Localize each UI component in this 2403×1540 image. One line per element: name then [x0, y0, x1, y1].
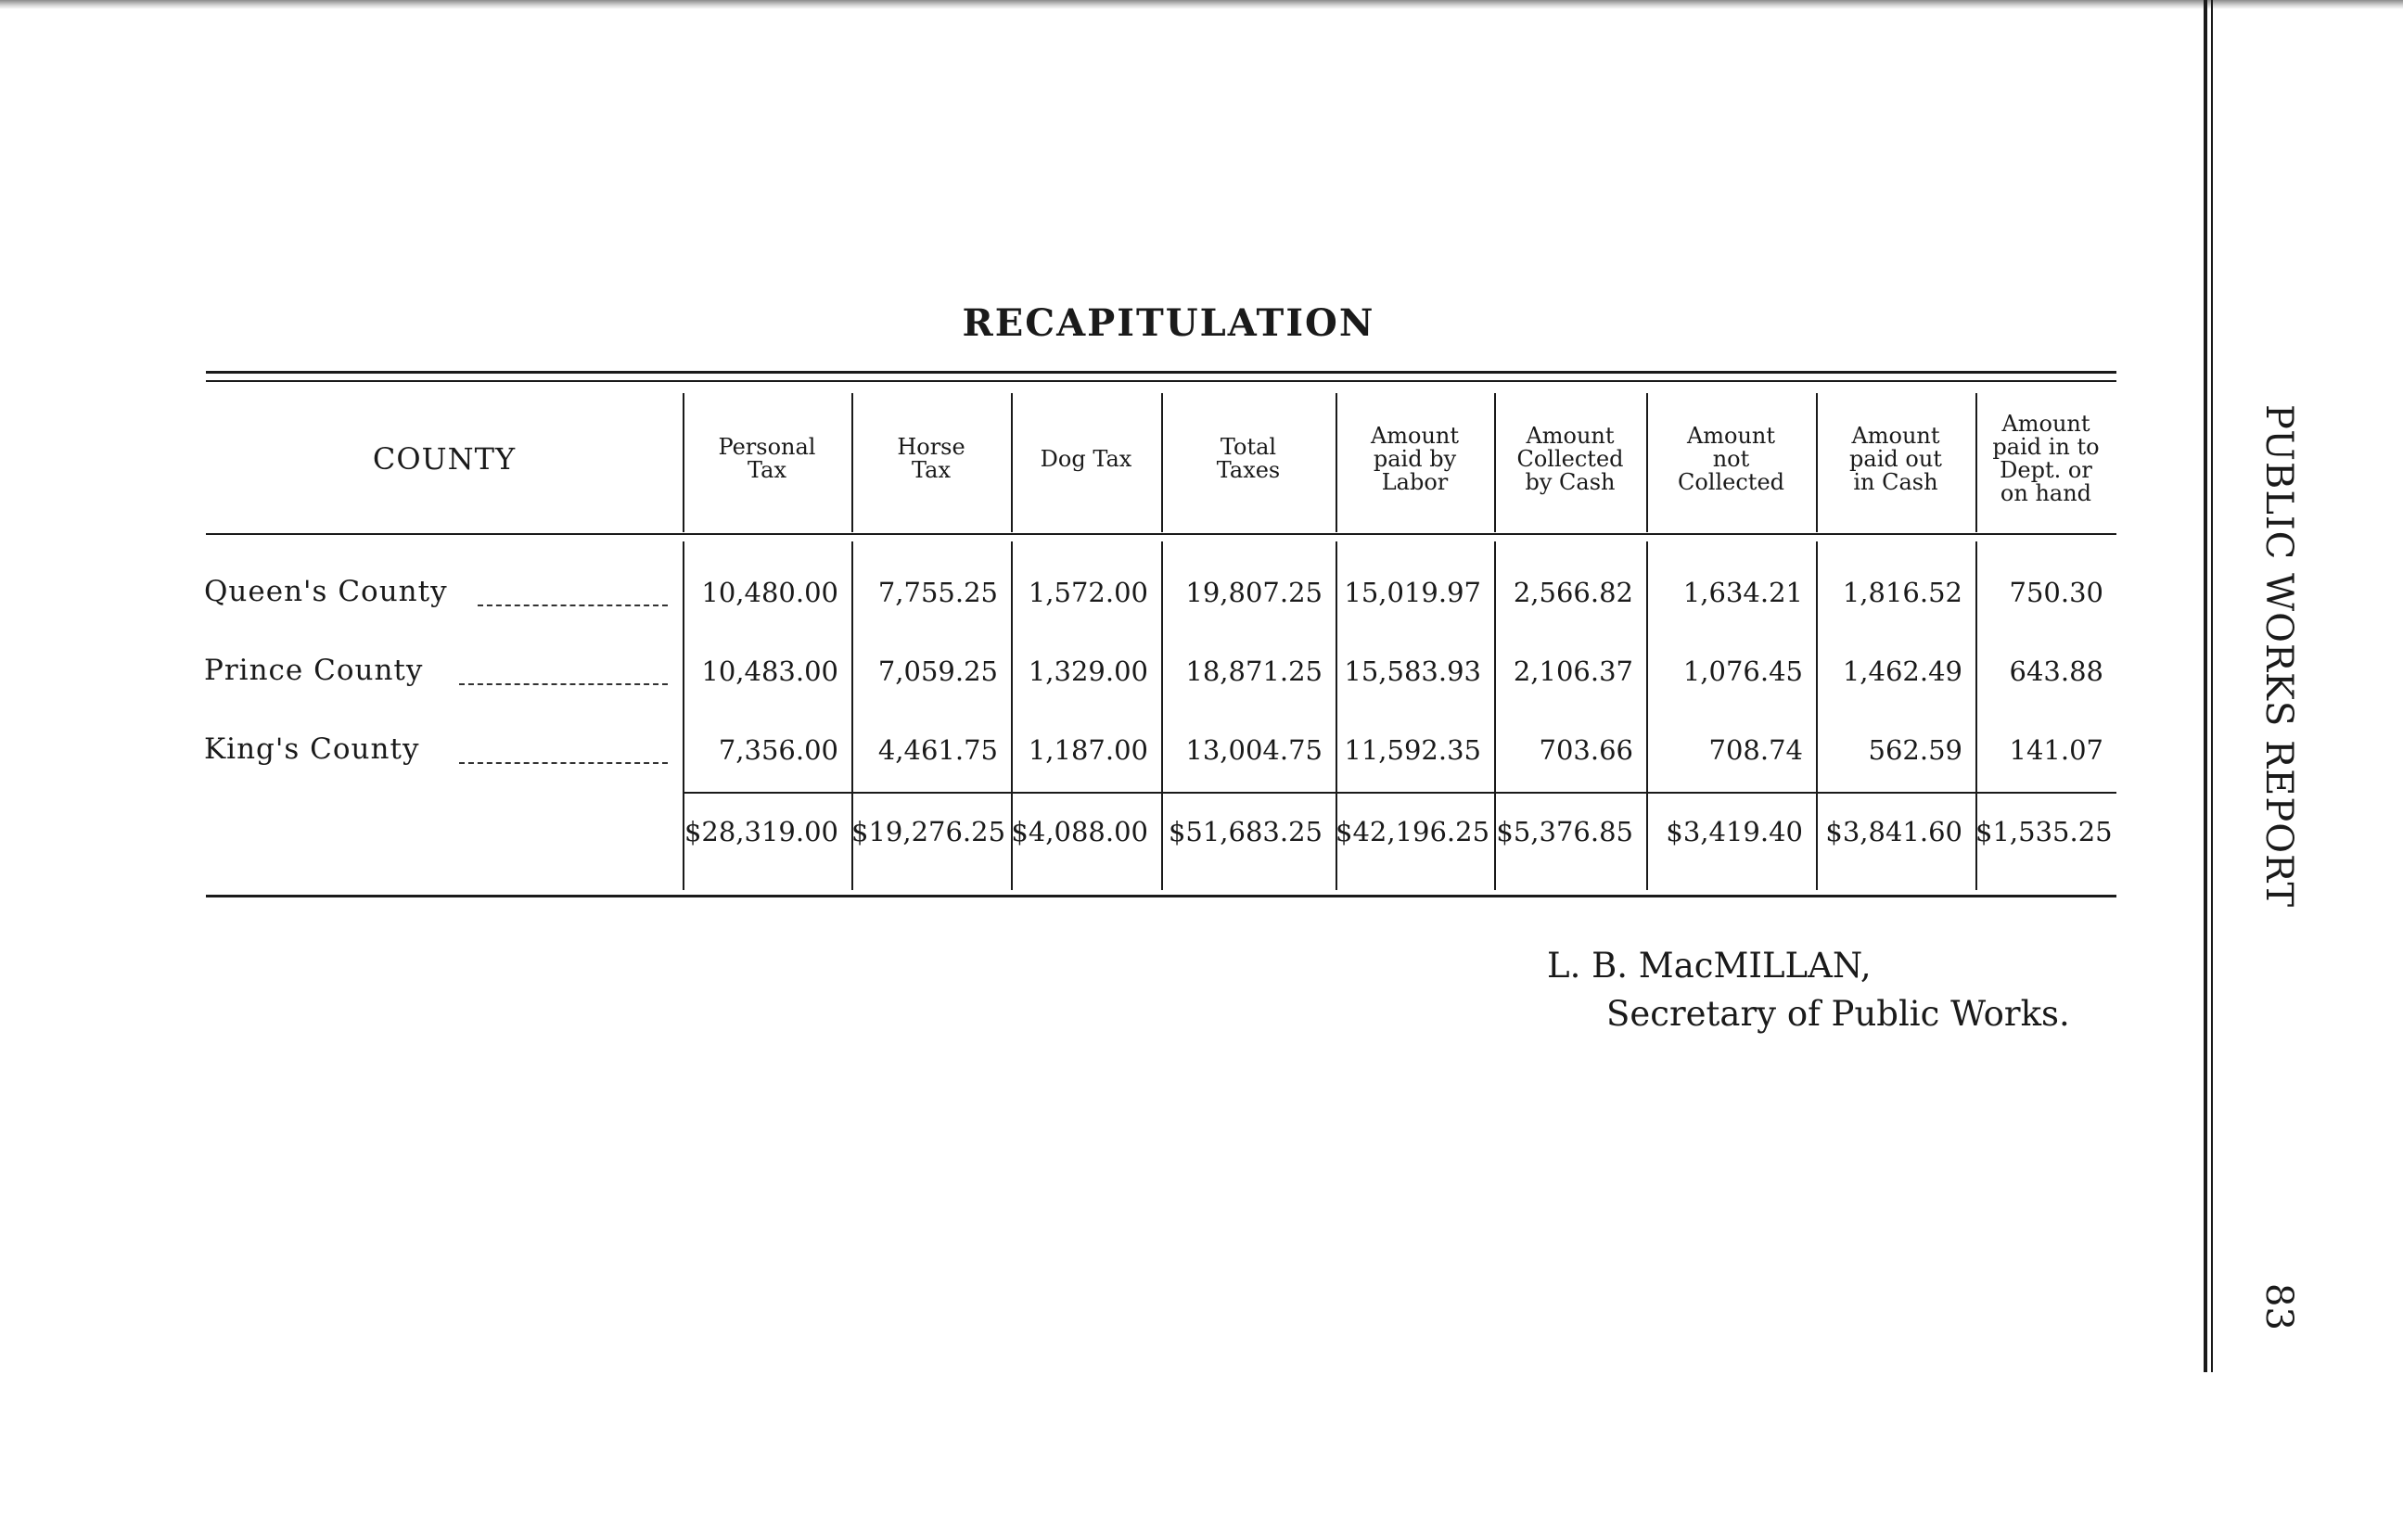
gutter-line	[2211, 0, 2213, 1372]
running-head: PUBLIC WORKS REPORT	[2257, 404, 2300, 909]
total-cell-paid-out-in-cash: $3,841.60	[1825, 816, 1962, 847]
county-column-header: COUNTY	[372, 440, 517, 477]
table-cell-total-taxes: 19,807.25	[1185, 577, 1323, 608]
column-header-horse-tax: Horse Tax	[897, 434, 965, 483]
table-cell-collected-by-cash: 703.66	[1539, 734, 1633, 766]
table-cell-paid-out-in-cash: 562.59	[1868, 734, 1962, 766]
table-cell-horse-tax: 7,059.25	[877, 655, 998, 687]
table-cell-paid-by-labor: 15,019.97	[1344, 577, 1481, 608]
column-header-not-collected: Amount not Collected	[1677, 422, 1785, 495]
column-header-total-taxes: Total Taxes	[1216, 434, 1281, 483]
table-cell-dog-tax: 1,572.00	[1028, 577, 1148, 608]
table-cell-paid-in-to-dept: 750.30	[2009, 577, 2103, 608]
column-header-paid-out-in-cash: Amount paid out in Cash	[1849, 422, 1942, 495]
total-cell-dog-tax: $4,088.00	[1011, 816, 1148, 847]
table-cell-horse-tax: 7,755.25	[877, 577, 998, 608]
signatory-title: Secretary of Public Works.	[1606, 994, 2070, 1034]
leader-dots	[478, 605, 668, 606]
leader-dots	[459, 683, 668, 685]
bottom-rule	[206, 895, 2116, 897]
total-cell-paid-by-labor: $42,196.25	[1336, 816, 1490, 847]
table-cell-paid-by-labor: 15,583.93	[1344, 655, 1481, 687]
total-cell-paid-in-to-dept: $1,535.25	[1975, 816, 2113, 847]
table-cell-personal-tax: 7,356.00	[718, 734, 838, 766]
top-double-rule	[206, 380, 2116, 382]
county-name: Queen's County	[204, 575, 448, 608]
table-cell-not-collected: 1,076.45	[1682, 655, 1803, 687]
column-header-paid-in-to-dept: Amount paid in to Dept. or on hand	[1992, 411, 2100, 506]
total-cell-personal-tax: $28,319.00	[684, 816, 838, 847]
table-cell-dog-tax: 1,329.00	[1028, 655, 1148, 687]
county-name: King's County	[204, 732, 420, 766]
column-header-collected-by-cash: Amount Collected by Cash	[1516, 422, 1624, 495]
table-cell-paid-by-labor: 11,592.35	[1344, 734, 1481, 766]
table-cell-paid-out-in-cash: 1,462.49	[1842, 655, 1962, 687]
total-cell-horse-tax: $19,276.25	[851, 816, 1006, 847]
leader-dots	[459, 762, 668, 764]
table-cell-total-taxes: 18,871.25	[1185, 655, 1323, 687]
column-header-paid-by-labor: Amount paid by Labor	[1370, 422, 1460, 495]
table-cell-dog-tax: 1,187.00	[1028, 734, 1148, 766]
table-cell-not-collected: 1,634.21	[1682, 577, 1803, 608]
table-title: RECAPITULATION	[962, 301, 1375, 345]
table-cell-total-taxes: 13,004.75	[1185, 734, 1323, 766]
table-cell-collected-by-cash: 2,106.37	[1513, 655, 1633, 687]
page-top-edge	[0, 0, 2403, 9]
total-cell-total-taxes: $51,683.25	[1168, 816, 1323, 847]
table-cell-paid-in-to-dept: 141.07	[2009, 734, 2103, 766]
table-cell-not-collected: 708.74	[1708, 734, 1803, 766]
table-cell-paid-in-to-dept: 643.88	[2009, 655, 2103, 687]
county-name: Prince County	[204, 654, 424, 687]
page-number: 83	[2257, 1283, 2300, 1330]
table-cell-horse-tax: 4,461.75	[877, 734, 998, 766]
totals-rule	[683, 792, 2116, 794]
total-cell-collected-by-cash: $5,376.85	[1496, 816, 1633, 847]
gutter-line	[2204, 0, 2207, 1372]
total-cell-not-collected: $3,419.40	[1666, 816, 1803, 847]
column-header-dog-tax: Dog Tax	[1040, 445, 1132, 472]
column-header-personal-tax: Personal Tax	[718, 434, 816, 483]
table-cell-personal-tax: 10,480.00	[701, 577, 838, 608]
table-cell-paid-out-in-cash: 1,816.52	[1842, 577, 1962, 608]
table-cell-collected-by-cash: 2,566.82	[1513, 577, 1633, 608]
header-rule	[206, 533, 2116, 535]
table-cell-personal-tax: 10,483.00	[701, 655, 838, 687]
top-double-rule	[206, 371, 2116, 374]
signatory-name: L. B. MacMILLAN,	[1547, 946, 1872, 986]
